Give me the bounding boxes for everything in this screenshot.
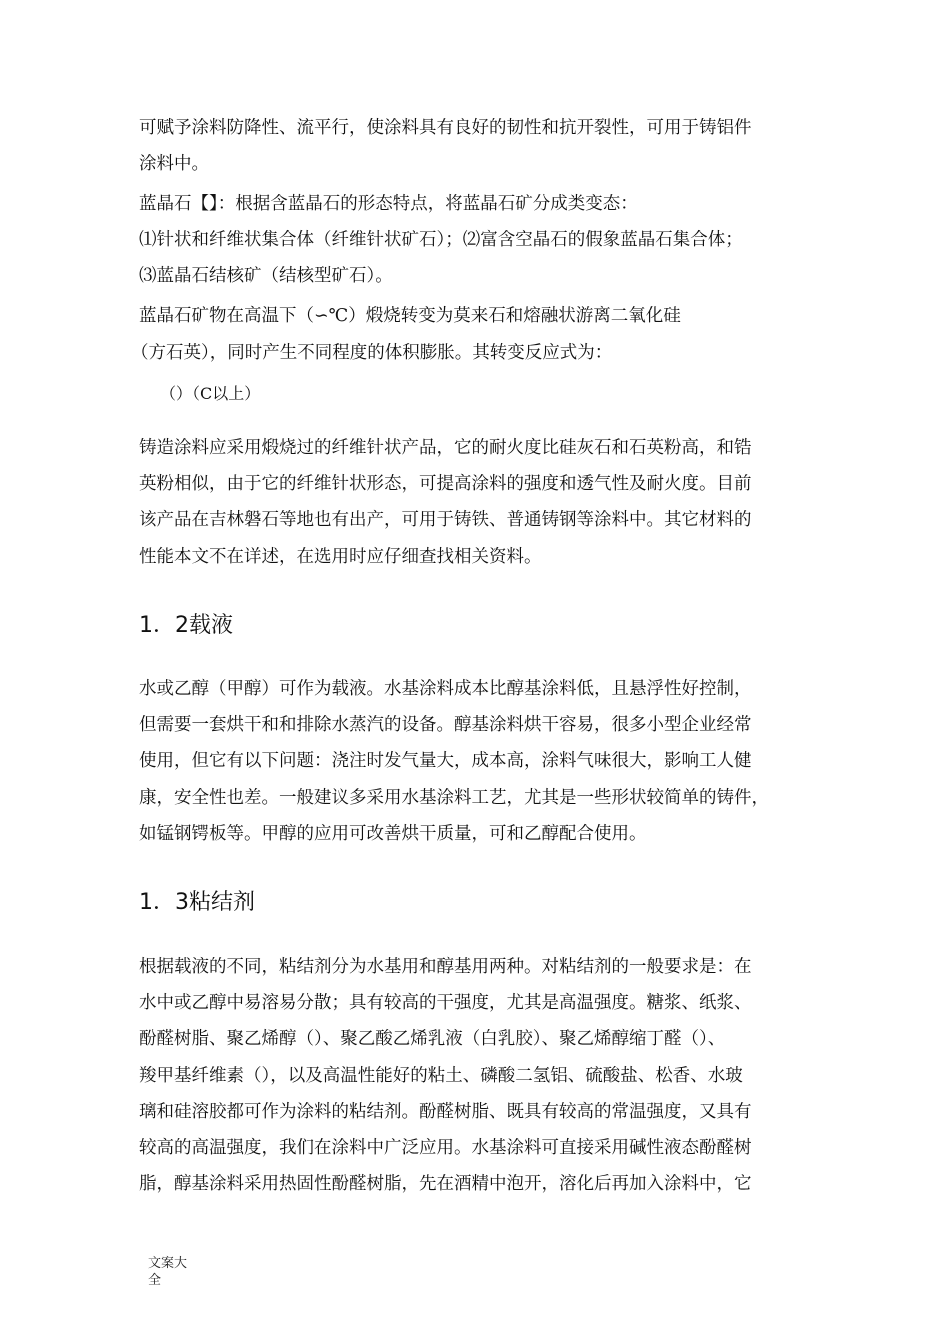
paragraph-line: 脂，醇基涂料采用热固性酚醛树脂，先在酒精中泡开，溶化后再加入涂料中，它 [139, 1174, 752, 1194]
section-heading-carrier: 1．2载液 [139, 613, 233, 638]
footer-text: 文案大 [148, 1256, 188, 1271]
paragraph-line: 康，安全性也差。一般建议多采用水基涂料工艺，尤其是一些形状较简单的铸件， [139, 788, 769, 808]
kyanite-transform: 蓝晶石矿物在高温下（∽℃）煅烧转变为莫来石和熔融状游离二氧化硅 [139, 306, 681, 326]
paragraph-line: 羧甲基纤维素（），以及高温性能好的粘土、磷酸二氢铝、硫酸盐、松香、水玻 [139, 1066, 743, 1086]
kyanite-type-list: ⑴针状和纤维状集合体（纤维针状矿石）；⑵富含空晶石的假象蓝晶石集合体； [139, 230, 743, 250]
paragraph-line: 酚醛树脂、聚乙烯醇（）、聚乙酸乙烯乳液（白乳胶）、聚乙烯醇缩丁醛（）、 [139, 1029, 726, 1049]
reaction-formula: （）（C以上） [160, 384, 261, 403]
kyanite-transform: （方石英），同时产生不同程度的体积膨胀。其转变反应式为： [131, 343, 613, 363]
paragraph-line: 较高的高温强度，我们在涂料中广泛应用。水基涂料可直接采用碱性液态酚醛树 [139, 1138, 752, 1158]
paragraph-line: 水或乙醇（甲醇）可作为载液。水基涂料成本比醇基涂料低，且悬浮性好控制， [139, 679, 752, 699]
footer-text: 全 [148, 1273, 162, 1288]
paragraph-line: 水中或乙醇中易溶易分散；具有较高的干强度，尤其是高温强度。糖浆、纸浆、 [139, 993, 752, 1013]
paragraph-line: 璃和硅溶胶都可作为涂料的粘结剂。酚醛树脂、既具有较高的常温强度，又具有 [139, 1102, 752, 1122]
paragraph-line: 性能本文不在详述，在选用时应仔细查找相关资料。 [139, 547, 542, 567]
kyanite-intro: 蓝晶石【】：根据含蓝晶石的形态特点，将蓝晶石矿分成类变态： [139, 194, 638, 214]
paragraph-line: 涂料中。 [139, 154, 209, 174]
kyanite-type-list: ⑶蓝晶石结核矿（结核型矿石）。 [139, 266, 393, 286]
section-heading-binder: 1．3粘结剂 [139, 890, 255, 915]
paragraph-line: 但需要一套烘干和和排除水蒸汽的设备。醇基涂料烘干容易，很多小型企业经常 [139, 715, 752, 735]
paragraph-line: 铸造涂料应采用煅烧过的纤维针状产品，它的耐火度比硅灰石和石英粉高，和锆 [139, 438, 752, 458]
paragraph-line: 根据载液的不同，粘结剂分为水基用和醇基用两种。对粘结剂的一般要求是：在 [139, 957, 752, 977]
paragraph-line: 可赋予涂料防降性、流平行，使涂料具有良好的韧性和抗开裂性，可用于铸铝件 [139, 118, 752, 138]
paragraph-line: 该产品在吉林磐石等地也有出产，可用于铸铁、普通铸钢等涂料中。其它材料的 [139, 510, 752, 530]
paragraph-line: 使用，但它有以下问题：浇注时发气量大，成本高，涂料气味很大，影响工人健 [139, 751, 752, 771]
paragraph-line: 如锰钢锷板等。甲醇的应用可改善烘干质量，可和乙醇配合使用。 [139, 824, 647, 844]
paragraph-line: 英粉相似，由于它的纤维针状形态，可提高涂料的强度和透气性及耐火度。目前 [139, 474, 752, 494]
